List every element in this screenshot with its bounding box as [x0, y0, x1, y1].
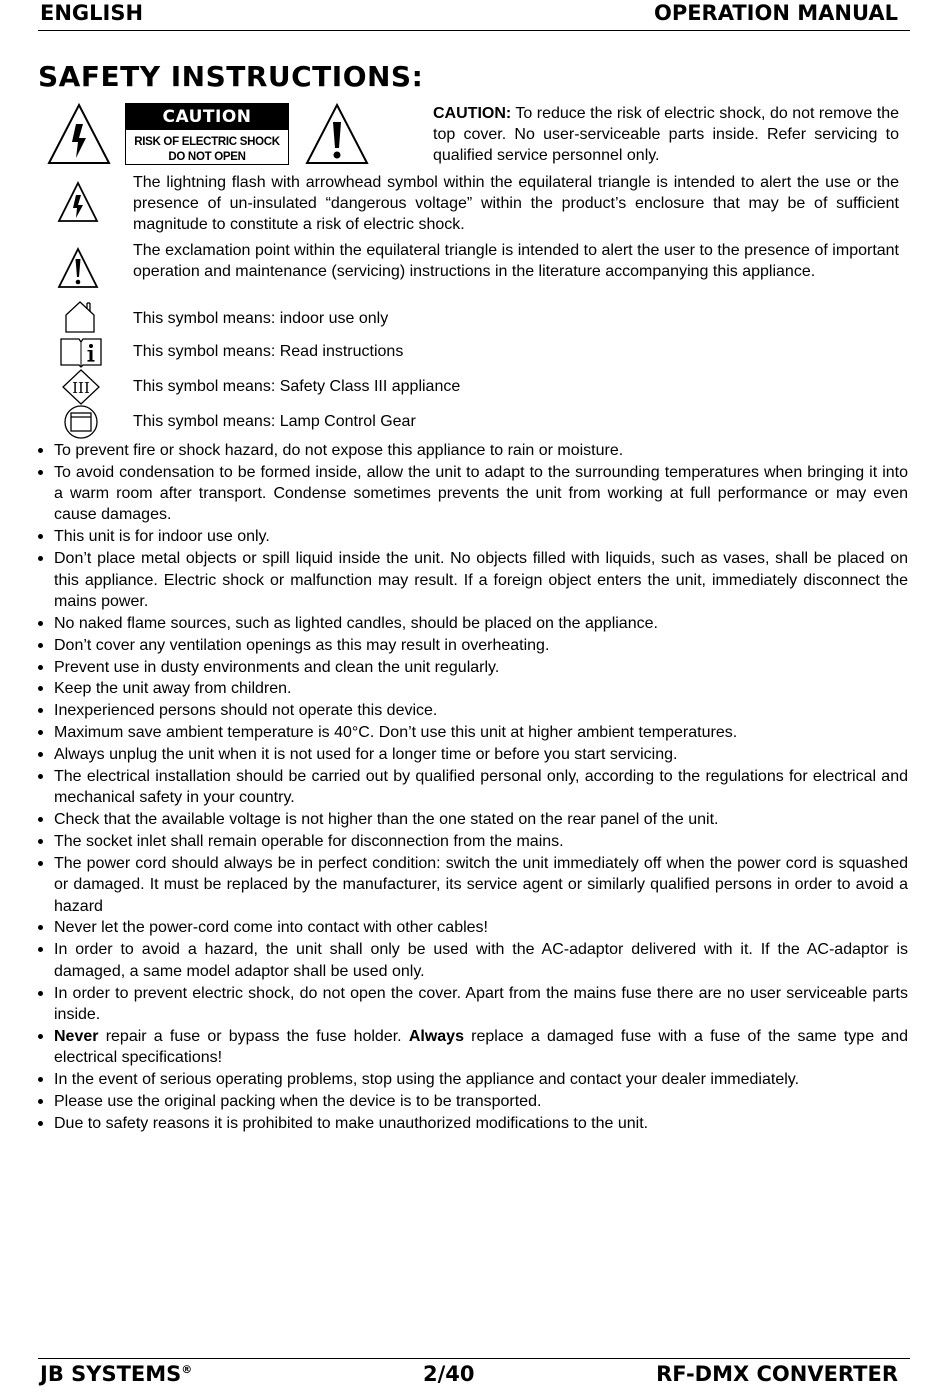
bullet-dot: [38, 556, 43, 561]
bullet-text: In order to avoid a hazard, the unit shall only be used with the AC-adaptor delivered with it. If the AC-adaptor is damaged, a same model adaptor shall be used only.: [54, 941, 908, 980]
list-item: [36, 766, 908, 809]
header-language: ENGLISH: [40, 1, 144, 25]
symbol-text-lamp-control-gear: This symbol means: Lamp Control Gear: [133, 413, 416, 430]
bullet-dot: [38, 752, 43, 757]
exclamation-triangle-large-icon: [304, 102, 370, 166]
bullet-dot: [38, 708, 43, 713]
registered-mark: ®: [181, 1363, 193, 1376]
page-footer: [38, 1358, 910, 1395]
footer-brand: [40, 1362, 192, 1386]
bullet-dot: [38, 448, 43, 453]
list-item: [36, 462, 908, 526]
bullet-dot: [38, 861, 43, 866]
bullet-text: The power cord should always be in perfect condition: switch the unit immediately off when the power cord is squashed or damaged. It must be replaced by the manufacturer, its service agent or similarly qualified persons in order to avoid a hazard: [54, 854, 908, 915]
bullet-dot: [38, 1099, 43, 1104]
bullet-dot: [38, 621, 43, 626]
bullet-dot: [38, 665, 43, 670]
bullet-dot: [38, 1121, 43, 1126]
list-item: [36, 853, 908, 917]
exclamation-triangle-icon: [56, 246, 100, 290]
bullet-text: Prevent use in dusty environments and clean the unit regularly.: [54, 658, 500, 676]
symbol-text-lightning: The lightning flash with arrowhead symbol within the equilateral triangle is intended to alert the use or the presence of un-insulated “dangerous voltage” within the product’s enclosure that may be of sufficient magnitude to constitute a risk of electric shock.: [133, 174, 899, 233]
list-item: [36, 809, 908, 830]
symbol-text-indoor: This symbol means: indoor use only: [133, 310, 389, 327]
house-icon: [64, 300, 96, 334]
caution-label-line2: DO NOT OPEN: [168, 151, 246, 163]
bullet-text: To avoid condensation to be formed inside, allow the unit to adapt to the surrounding temperatures when bringing it into a warm room after transport. Condense sometimes prevents the unit from working at full performance or may even cause damages.: [54, 463, 908, 524]
bullet-dot: [38, 470, 43, 475]
header-manual-title: OPERATION MANUAL: [653, 1, 898, 25]
bullet-text: Don’t cover any ventilation openings as this may result in overheating.: [54, 636, 550, 654]
class-three-glyph: III: [72, 379, 90, 397]
caution-label: [125, 103, 289, 165]
caution-label-line1: RISK OF ELECTRIC SHOCK: [134, 136, 280, 148]
list-item: [36, 613, 908, 634]
bullet-text: Always unplug the unit when it is not used for a longer time or before you start servicing.: [54, 746, 678, 764]
bullet-text: Don’t place metal objects or spill liquid inside the unit. No objects filled with liquids, such as vases, shall be placed on this appliance. Electric shock or malfunction may result. If a foreign object enters the unit, immediately disconnect the mains power.: [54, 550, 908, 610]
list-item: [36, 831, 908, 852]
lightning-triangle-large-icon: [46, 102, 112, 166]
list-item: [36, 1113, 908, 1134]
caution-label-heading: CAUTION: [126, 104, 288, 130]
page-number: 2/40: [423, 1362, 475, 1386]
page-header: [38, 0, 910, 31]
bullet-text: No naked flame sources, such as lighted candles, should be placed on the appliance.: [54, 614, 658, 632]
bullet-bold-never: Never: [54, 1027, 99, 1045]
list-item: [36, 1069, 908, 1090]
caution-paragraph-label: CAUTION:: [433, 105, 512, 122]
bullet-text: replace a damaged fuse with a fuse of the same type and electrical specifications!: [54, 1027, 909, 1066]
symbol-text-exclamation: The exclamation point within the equilateral triangle is intended to alert the user to the presence of important operation and maintenance (servicing) instructions in the literature accompanying this appliance.: [133, 242, 899, 280]
list-item: [36, 983, 908, 1026]
bullet-text: Maximum save ambient temperature is 40°C. Don’t use this unit at higher ambient temperatures.: [54, 724, 738, 742]
list-item: [36, 722, 908, 743]
bullet-text: In the event of serious operating problems, stop using the appliance and contact your dealer immediately.: [54, 1070, 800, 1088]
list-item: [36, 744, 908, 765]
bullet-dot: [38, 730, 43, 735]
book-info-icon: [59, 336, 103, 368]
bullet-dot: [38, 643, 43, 648]
bullet-bold-always: Always: [408, 1027, 464, 1045]
footer-product-name: RF-DMX CONVERTER: [656, 1362, 898, 1386]
bullet-text: Please use the original packing when the device is to be transported.: [54, 1092, 542, 1110]
bullet-text: Check that the available voltage is not higher than the one stated on the rear panel of the unit.: [54, 811, 719, 829]
bullet-text: The electrical installation should be carried out by qualified personal only, according to the regulations for electrical and mechanical safety in your country.: [54, 767, 908, 807]
bullet-text: This unit is for indoor use only.: [54, 528, 270, 546]
bullet-dot: [38, 1034, 43, 1039]
symbol-text-read-instructions: This symbol means: Read instructions: [133, 343, 404, 360]
list-item: [36, 635, 908, 656]
list-item: [36, 678, 908, 699]
bullet-text: Keep the unit away from children.: [54, 680, 292, 698]
caution-paragraph: [433, 103, 899, 166]
bullet-text: Inexperienced persons should not operate this device.: [54, 702, 438, 720]
bullet-text: repair a fuse or bypass the fuse holder.: [98, 1027, 409, 1045]
bullet-text: Never let the power-cord come into contact with other cables!: [54, 919, 488, 937]
list-item: [36, 548, 908, 612]
list-item: [36, 917, 908, 938]
lightning-triangle-icon: [56, 180, 100, 224]
bullet-text: Due to safety reasons it is prohibited to make unauthorized modifications to the unit.: [54, 1114, 649, 1132]
list-item: [36, 1091, 908, 1112]
list-item: [36, 939, 908, 982]
bullet-dot: [38, 947, 43, 952]
bullet-dot: [38, 817, 43, 822]
caution-paragraph-text: To reduce the risk of electric shock, do not remove the top cover. No user-serviceable parts inside. Refer servicing to qualified service personnel only.: [433, 105, 899, 164]
bullet-dot: [38, 991, 43, 996]
bullet-dot: [38, 839, 43, 844]
bullet-dot: [38, 1077, 43, 1082]
list-item: [36, 440, 908, 461]
class-three-icon: [61, 368, 101, 406]
bullet-dot: [38, 774, 43, 779]
list-item: [36, 657, 908, 678]
bullet-dot: [38, 925, 43, 930]
bullet-dot: [38, 534, 43, 539]
bullet-text: In order to prevent electric shock, do not open the cover. Apart from the mains fuse there are no user serviceable parts inside.: [54, 984, 908, 1023]
bullet-text: To prevent fire or shock hazard, do not expose this appliance to rain or moisture.: [54, 442, 624, 459]
list-item: [36, 526, 908, 547]
symbol-text-class-three: This symbol means: Safety Class III appliance: [133, 378, 461, 395]
section-title: SAFETY INSTRUCTIONS:: [38, 60, 424, 93]
safety-bullet-list: [36, 440, 908, 1135]
bullet-dot: [38, 686, 43, 691]
list-item: [36, 700, 908, 721]
lamp-control-gear-icon: [63, 404, 99, 440]
bullet-text: The socket inlet shall remain operable for disconnection from the mains.: [54, 833, 564, 851]
footer-brand-name: JB SYSTEMS: [40, 1362, 182, 1386]
list-item: [36, 1026, 908, 1069]
